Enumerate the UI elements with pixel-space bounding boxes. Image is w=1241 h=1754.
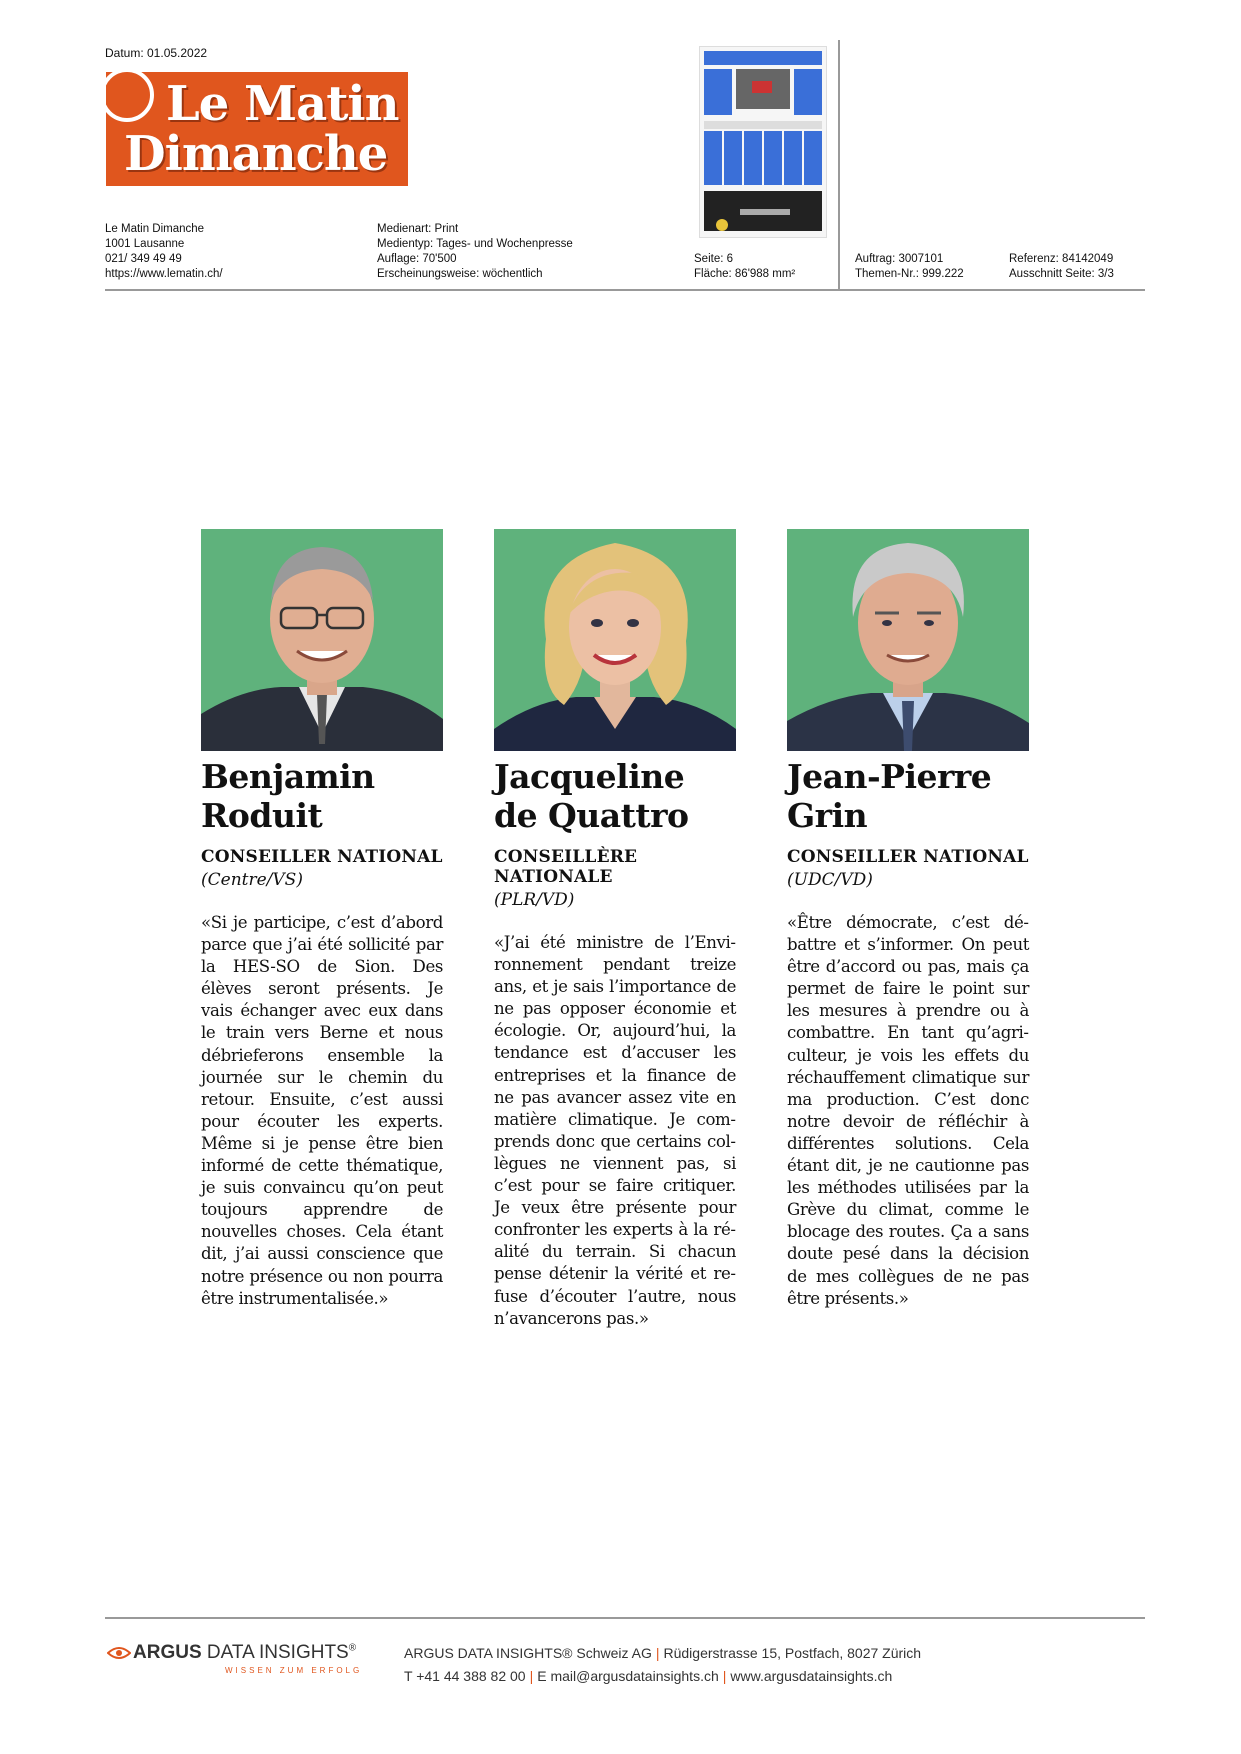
newspaper-logo — [106, 72, 408, 186]
footer-company-line — [404, 1645, 921, 1661]
header-vertical-divider — [838, 40, 840, 290]
portrait-photo — [201, 529, 443, 751]
company-name: ARGUS DATA INSIGHTS® Schweiz AG — [404, 1645, 652, 1661]
footer-contact-line — [404, 1668, 892, 1684]
person-name — [787, 757, 1029, 835]
logo-line-1: Le Matin — [166, 76, 399, 132]
header-divider — [105, 289, 1145, 291]
clip-page: Ausschnitt Seite: 3/3 — [1009, 268, 1114, 280]
person-party: (PLR/VD) — [494, 890, 575, 910]
argus-brand-bold: ARGUS — [133, 1642, 202, 1663]
footer-divider — [105, 1617, 1145, 1619]
argus-slogan: WISSEN ZUM ERFOLG — [225, 1666, 363, 1675]
person-last-name: Grin — [787, 796, 868, 835]
footer-separator: | — [655, 1645, 660, 1661]
footer-separator: | — [722, 1668, 727, 1684]
frequency: Erscheinungsweise: wöchentlich — [377, 268, 543, 280]
person-role: CONSEILLÈRE NATIONALE — [494, 847, 638, 887]
page-thumbnail-image — [700, 47, 826, 237]
company-address: Rüdigerstrasse 15, Postfach, 8027 Zürich — [663, 1645, 922, 1661]
company-website[interactable]: www.argusdatainsights.ch — [730, 1668, 893, 1684]
portrait-photo — [787, 529, 1029, 751]
person-first-name: Benjamin — [201, 757, 375, 796]
person-quote: «Être démocrate, c’est débattre et s’informer. On peut être d’accord ou pas, mais ça permet de faire le point sur les mesures à prendre ou à combattre. En tant qu’agriculteur, je vois les effets du réchauffement climatique sur ma production. C’est donc notre devoir de réfléchir à différentes solutions. Cela étant dit, je ne cautionne pas les méthodes utilisées par la Grève du climat, comme le blocage des routes. Ça a sans doute pesé dans la décision de mes collègues de ne pas être présents.» — [787, 913, 1029, 1308]
logo-line-2: Dimanche — [124, 126, 388, 182]
portrait-photo — [494, 529, 736, 751]
reference-info — [1009, 252, 1114, 282]
registered-mark: ® — [348, 1642, 357, 1654]
person-name — [201, 757, 443, 835]
person-quote: «J’ai été ministre de l’Environnement pendant treize ans, et je sais l’importance de ne pas opposer économie et écologie. Or, aujourd’hui, la tendance est d’accuser les entreprises et la finance de ne pas avancer assez vite en matière climatique. Je comprends donc que certains collègues ne viennent pas, si c’est pour se faire critiquer. Je veux être présente pour confronter les experts à la réalité du terrain. Si chacun pense détenir la vérité et refuse d’écouter l’autre, nous n’avancerons pas.» — [494, 933, 736, 1328]
order-info — [855, 252, 964, 282]
sun-icon — [106, 72, 154, 122]
person-quote: «Si je participe, c’est d’abord parce que j’ai été sollicité par la HES-SO de Sion. Des élèves seront présents. Je vais échanger avec eux dans le train vers Berne et nous débrieferons ensemble la journée sur le chemin du retour. Ensuite, c’est aussi pour écouter les experts. Même si je pense être bien informé de cette thématique, je suis convaincu qu’on peut toujours apprendre de nouvelles choses. Cela étant dit, j’ai aussi conscience que notre présence ou non pourra être instrumentalisée.» — [201, 913, 443, 1308]
person-card-de-quattro — [494, 529, 736, 1330]
person-party: (UDC/VD) — [787, 870, 873, 890]
argus-brand-rest: DATA INSIGHTS — [206, 1642, 349, 1663]
person-last-name: de Quattro — [494, 796, 689, 835]
person-role: CONSEILLER NATIONAL — [201, 847, 443, 867]
company-email[interactable]: E mail@argusdatainsights.ch — [537, 1668, 719, 1684]
media-kind: Medientyp: Tages- und Wochenpresse — [377, 238, 573, 250]
publisher-phone: 021/ 349 49 49 — [105, 253, 182, 265]
circulation: Auflage: 70'500 — [377, 253, 457, 265]
reference-number: Referenz: 84142049 — [1009, 253, 1114, 265]
person-last-name: Roduit — [201, 796, 323, 835]
person-first-name: Jacqueline — [494, 757, 685, 796]
area: Fläche: 86'988 mm² — [694, 268, 796, 280]
page-thumbnail — [699, 46, 827, 238]
footer-separator: | — [529, 1668, 534, 1684]
order-number: Auftrag: 3007101 — [855, 253, 944, 265]
person-name — [494, 757, 736, 835]
person-first-name: Jean-Pierre — [787, 757, 992, 796]
topic-number: Themen-Nr.: 999.222 — [855, 268, 964, 280]
publisher-url: https://www.lematin.ch/ — [105, 268, 223, 280]
person-role: CONSEILLER NATIONAL — [787, 847, 1029, 867]
argus-wordmark — [133, 1642, 356, 1664]
media-type: Medienart: Print — [377, 223, 459, 235]
person-card-grin — [787, 529, 1029, 1310]
person-card-roduit — [201, 529, 443, 1310]
media-info — [377, 222, 573, 282]
person-party: (Centre/VS) — [201, 870, 303, 890]
date-label: Datum: 01.05.2022 — [105, 46, 208, 60]
publisher-info — [105, 222, 223, 282]
page-info — [694, 252, 795, 282]
page-number: Seite: 6 — [694, 253, 733, 265]
publisher-name: Le Matin Dimanche — [105, 223, 205, 235]
eye-icon — [107, 1646, 131, 1660]
company-phone: T +41 44 388 82 00 — [404, 1668, 526, 1684]
publisher-city: 1001 Lausanne — [105, 238, 185, 250]
